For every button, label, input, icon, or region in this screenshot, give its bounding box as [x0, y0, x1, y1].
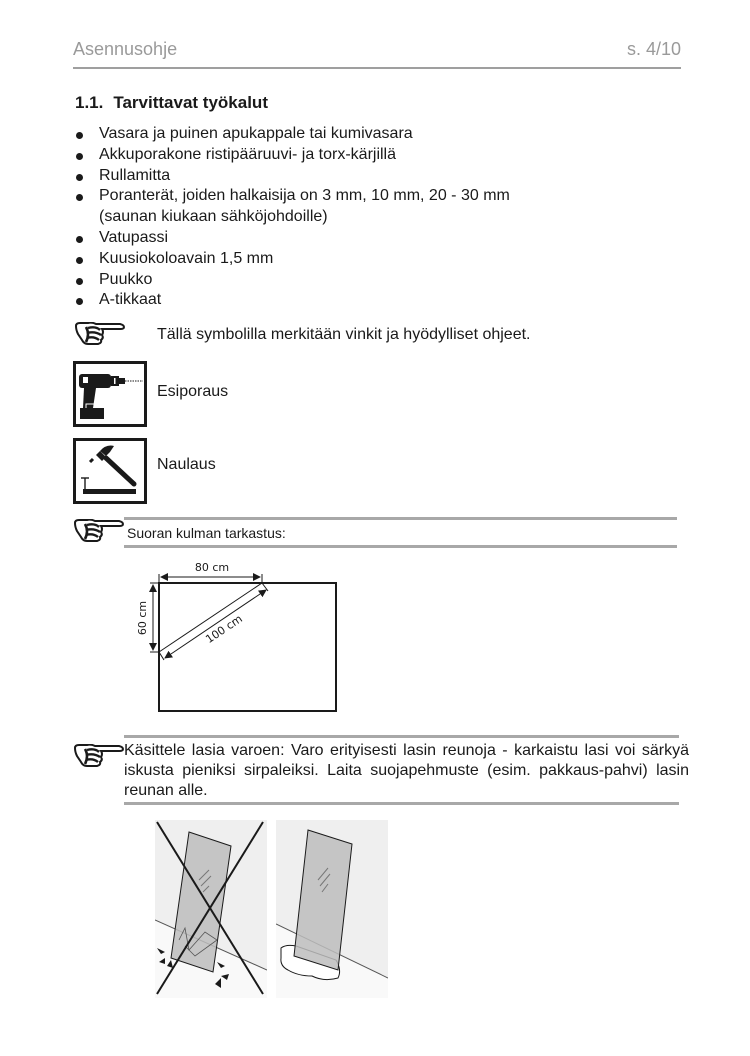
list-item: Rullamitta	[75, 166, 510, 187]
section-heading	[75, 93, 268, 113]
nailing-label: Naulaus	[157, 456, 216, 473]
note-top-divider	[124, 517, 677, 520]
list-item: Poranterät, joiden halkaisija on 3 mm, 10 mm, 20 - 30 mm	[75, 186, 510, 207]
pointing-hand-icon	[73, 519, 127, 545]
hammer-nail-icon	[76, 441, 144, 501]
cordless-drill-icon	[76, 364, 144, 424]
glass-breaking-wrong-illustration	[155, 820, 267, 998]
diagonal-dimension-line	[165, 590, 266, 658]
glass-on-padding-correct-illustration	[276, 820, 388, 998]
page-number: s. 4/10	[626, 39, 681, 59]
glass-note-top-divider	[124, 735, 679, 738]
right-angle-diagram	[130, 556, 345, 718]
list-item: Puukko	[75, 270, 510, 291]
glass-handling-note: Käsittele lasia varoen: Varo erityisesti lasin reunoja - karkaistu lasi voi särkyä iskusta pieniksi sirpaleiksi. Laita suojapehmuste (esim. pakkaus-pahvi) lasin reunan alle.	[124, 742, 689, 799]
pointing-hand-icon	[74, 322, 128, 348]
predrill-label: Esiporaus	[157, 383, 229, 400]
right-angle-title: Suoran kulman tarkastus:	[127, 525, 286, 541]
list-item: Vatupassi	[75, 228, 510, 249]
vertical-dimension-label: 60 cm	[136, 600, 149, 636]
list-item: Vasara ja puinen apukappale tai kumivasara	[75, 124, 510, 145]
list-item: A-tikkaat	[75, 290, 510, 311]
pointing-hand-icon	[73, 744, 127, 770]
horizontal-dimension-label: 80 cm	[194, 561, 230, 574]
nailing-pictogram	[73, 438, 147, 504]
document-title: Asennusohje	[73, 39, 178, 59]
glass-note-bottom-divider	[124, 802, 679, 805]
header-divider	[73, 67, 681, 69]
predrill-pictogram	[73, 361, 147, 427]
tools-list	[75, 124, 510, 311]
tip-legend-text: Tällä symbolilla merkitään vinkit ja hyödylliset ohjeet.	[157, 326, 531, 343]
list-item: Akkuporakone ristipääruuvi- ja torx-kärjillä	[75, 145, 510, 166]
list-item: Kuusiokoloavain 1,5 mm	[75, 249, 510, 270]
diagonal-dimension-label: 100 cm	[203, 612, 245, 647]
list-item-continuation: (saunan kiukaan sähköjohdoille)	[99, 208, 328, 226]
section-title: Tarvittavat työkalut	[113, 93, 268, 112]
note-bottom-divider	[124, 545, 677, 548]
section-number: 1.1.	[75, 93, 104, 112]
